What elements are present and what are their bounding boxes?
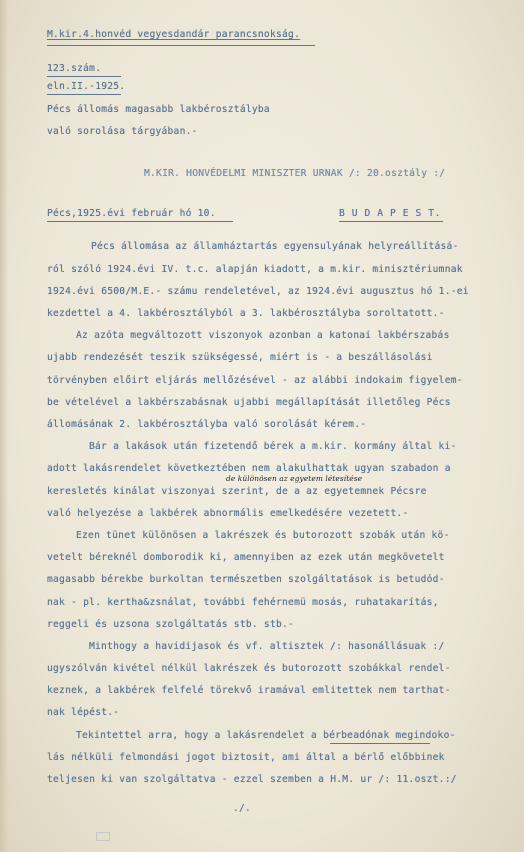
body-line-17: nak - pl. kertha&zsnálat, további fehérnemü mosás, ruhatakarítás, bbox=[47, 597, 439, 608]
place-date: Pécs,1925.évi február hó 10. bbox=[47, 208, 216, 219]
body-line-9: állomásának 2. lakbérosztályba való sorolását kérem.- bbox=[47, 419, 367, 430]
body-line-6: ujabb rendezését teszik szükségessé, miért is - a beszállásolási bbox=[47, 352, 433, 363]
number-underline bbox=[47, 76, 121, 77]
body-line-8: be vételével a lakbérszabásnak ujabbi megállapítását illetőleg Pécs bbox=[47, 397, 451, 408]
body-line-25: teljesen ki van szolgáltatva - ezzel szemben a H.M. ur /: 11.oszt.:/ bbox=[47, 774, 457, 785]
body-line-1: Pécs állomása az államháztartás egyensulyának helyreállításá- bbox=[91, 241, 459, 252]
reference-number: 123.szám. bbox=[47, 63, 102, 74]
city-underline bbox=[339, 221, 443, 222]
command-underline bbox=[47, 45, 315, 46]
archive-stamp-mark bbox=[96, 832, 110, 841]
subject-line-2: való sorolása tárgyában.- bbox=[47, 126, 198, 137]
subject-line-1: Pécs állomás magasabb lakbérosztályba bbox=[47, 104, 270, 115]
body-line-3: 1924.évi 6500/M.E.- számu rendeletével, az 1924.évi augusztus hó 1.-ei bbox=[47, 286, 469, 297]
body-line-23: Tekintettel arra, hogy a lakásrendelet a bérbeadónak megindoko- bbox=[76, 730, 456, 741]
body-line-24: lás nélküli felmondási jogot biztosit, ami által a bérlő előbbinek bbox=[47, 752, 445, 763]
body-line-21: keznek, a lakbérek felfelé törekvő iramával emlitettek nem tarthat- bbox=[47, 685, 451, 696]
reference-code: eln.II.-1925. bbox=[47, 81, 126, 92]
ref-underline bbox=[47, 94, 121, 95]
body-line-14: Ezen tünet különösen a lakrészek és butorozott szobák után kö- bbox=[76, 530, 450, 541]
paper-edge-shadow bbox=[0, 0, 8, 852]
body-line-13: való helyezése a lakbérek abnormális emelkedésére vezetett.- bbox=[47, 508, 409, 519]
body-line-12: keresletés kinálat viszonyai szerint, de a az egyetemnek Pécsre bbox=[47, 486, 427, 497]
command-heading: M.kir.4.honvéd vegyesdandár parancsnokság. bbox=[47, 29, 301, 40]
body-line-10: Bár a lakások után fizetendő bérek a m.kir. kormány által ki- bbox=[89, 441, 457, 452]
addressee-line: M.KIR. HONVÉDELMI MINISZTER URNAK /: 20.osztály :/ bbox=[144, 168, 446, 179]
body-line-18: reggeli és uzsona szolgáltatás stb. stb.- bbox=[47, 619, 295, 630]
date-underline bbox=[47, 221, 233, 222]
body-line-2: ról szóló 1924.évi IV. t.c. alapján kiadott, a m.kir. minisztériumnak bbox=[47, 264, 463, 275]
body-line-19: Minthogy a havidijasok és vf. altisztek /: hasonállásuak :/ bbox=[89, 641, 445, 652]
body-line-15: vetelt béreknél domborodik ki, amennyiben az ezek után megkövetelt bbox=[47, 552, 445, 563]
underline-berbeado bbox=[330, 743, 430, 744]
body-line-20: ugyszólván kivétel nélkül lakrészek és butorozott szobákkal rendel- bbox=[47, 663, 451, 674]
body-line-5: Az azóta megváltozott viszonyok azonban a katonai lakbérszabás bbox=[76, 330, 450, 341]
destination-city: B U D A P E S T. bbox=[339, 208, 442, 219]
body-line-16: magasabb bérekbe burkoltan természetben szolgáltatások is betudód- bbox=[47, 574, 445, 585]
body-line-7: törvényben előirt eljárás mellőzésével - az alábbi indokaim figyelem- bbox=[47, 375, 463, 386]
continuation-mark: ./. bbox=[233, 803, 252, 814]
body-line-11: adott lakásrendelet következtében nem alakulhattak ugyan szabadon a bbox=[47, 463, 451, 474]
body-line-4: kezdettel a 4. lakbérosztályból a 3. lakbérosztályba soroltatott.- bbox=[47, 308, 445, 319]
body-line-22: nak lépést.- bbox=[47, 707, 120, 718]
handwritten-insertion: de különösen az egyetem létesítése bbox=[226, 474, 363, 483]
